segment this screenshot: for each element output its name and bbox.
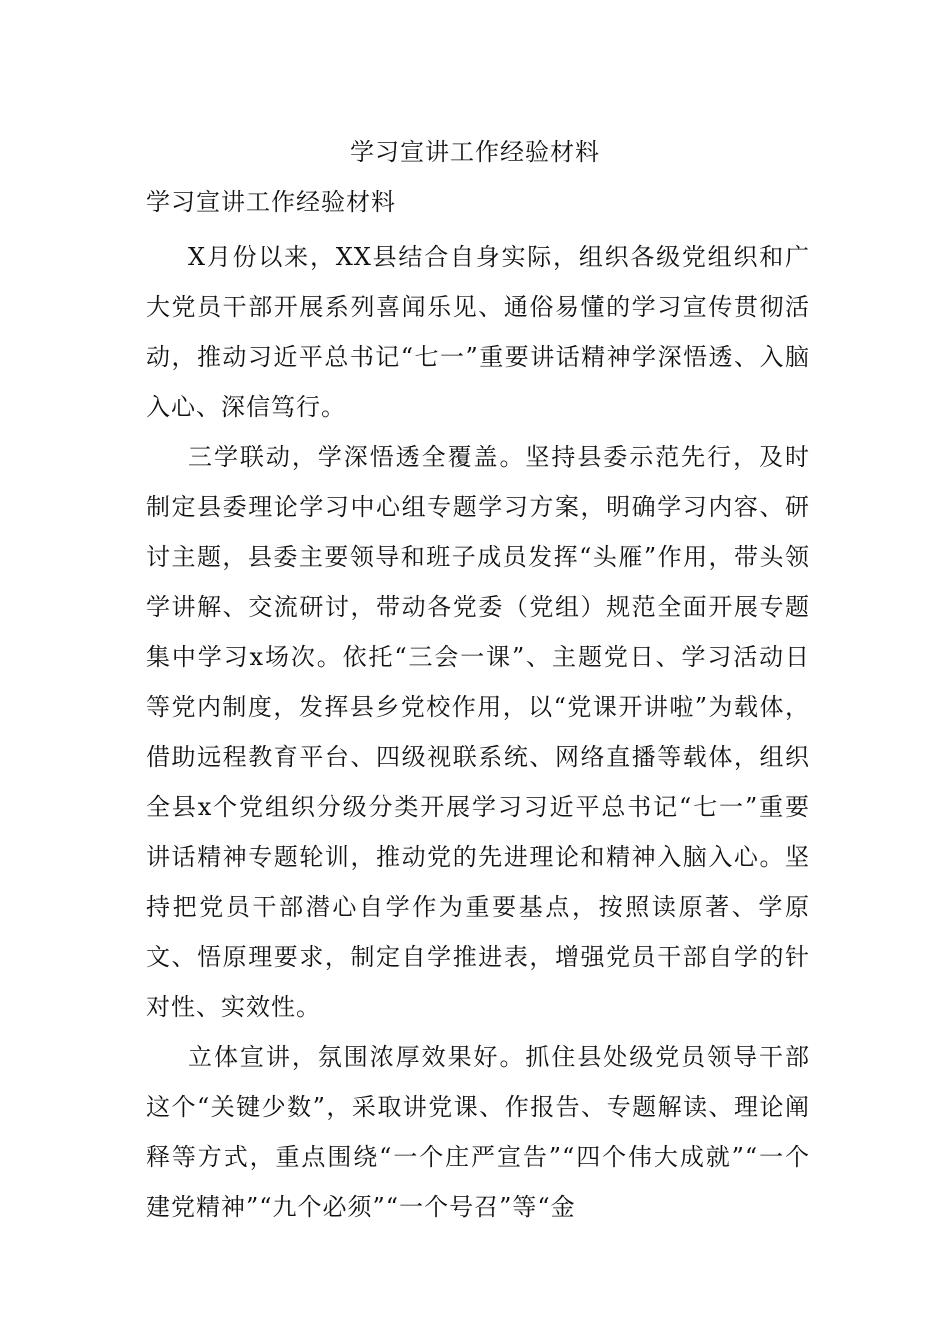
paragraph-intro: X月份以来，XX县结合自身实际，组织各级党组织和广大党员干部开展系列喜闻乐见、通俗易懂的学习宣传贯彻活动，推动习近平总书记“七一”重要讲话精神学深悟透、入脑入心、深信笃行。 bbox=[146, 243, 810, 421]
document-title: 学习宣讲工作经验材料 bbox=[350, 138, 600, 166]
paragraph-study: 三学联动，学深悟透全覆盖。坚持县委示范先行，及时制定县委理论学习中心组专题学习方案，明确学习内容、研讨主题，县委主要领导和班子成员发挥“头雁”作用，带头领学讲解、交流研讨，带动各党委（党组）规范全面开展专题集中学习x场次。依托“三会一课”、主题党日、学习活动日等党内制度，发挥县乡党校作用，以“党课开讲啦”为载体，借助远程教育平台、四级视联系统、网络直播等载体，组织全县x个党组织分级分类开展学习习近平总书记“七一”重要讲话精神专题轮训，推动党的先进理论和精神入脑入心。坚持把党员干部潜心自学作为重要基点，按照读原著、学原文、悟原理要求，制定自学推进表，增强党员干部自学的针对性、实效性。 bbox=[146, 443, 810, 1021]
paragraph-lecture: 立体宣讲，氛围浓厚效果好。抓住县处级党员领导干部这个“关键少数”，采取讲党课、作报告、专题解读、理论阐释等方式，重点围绕“一个庄严宣告”“四个伟大成就”“一个建党精神”“九个必须”“一个号召”等“金 bbox=[146, 1043, 810, 1221]
document-body bbox=[146, 232, 810, 1232]
document-subtitle: 学习宣讲工作经验材料 bbox=[146, 188, 396, 216]
